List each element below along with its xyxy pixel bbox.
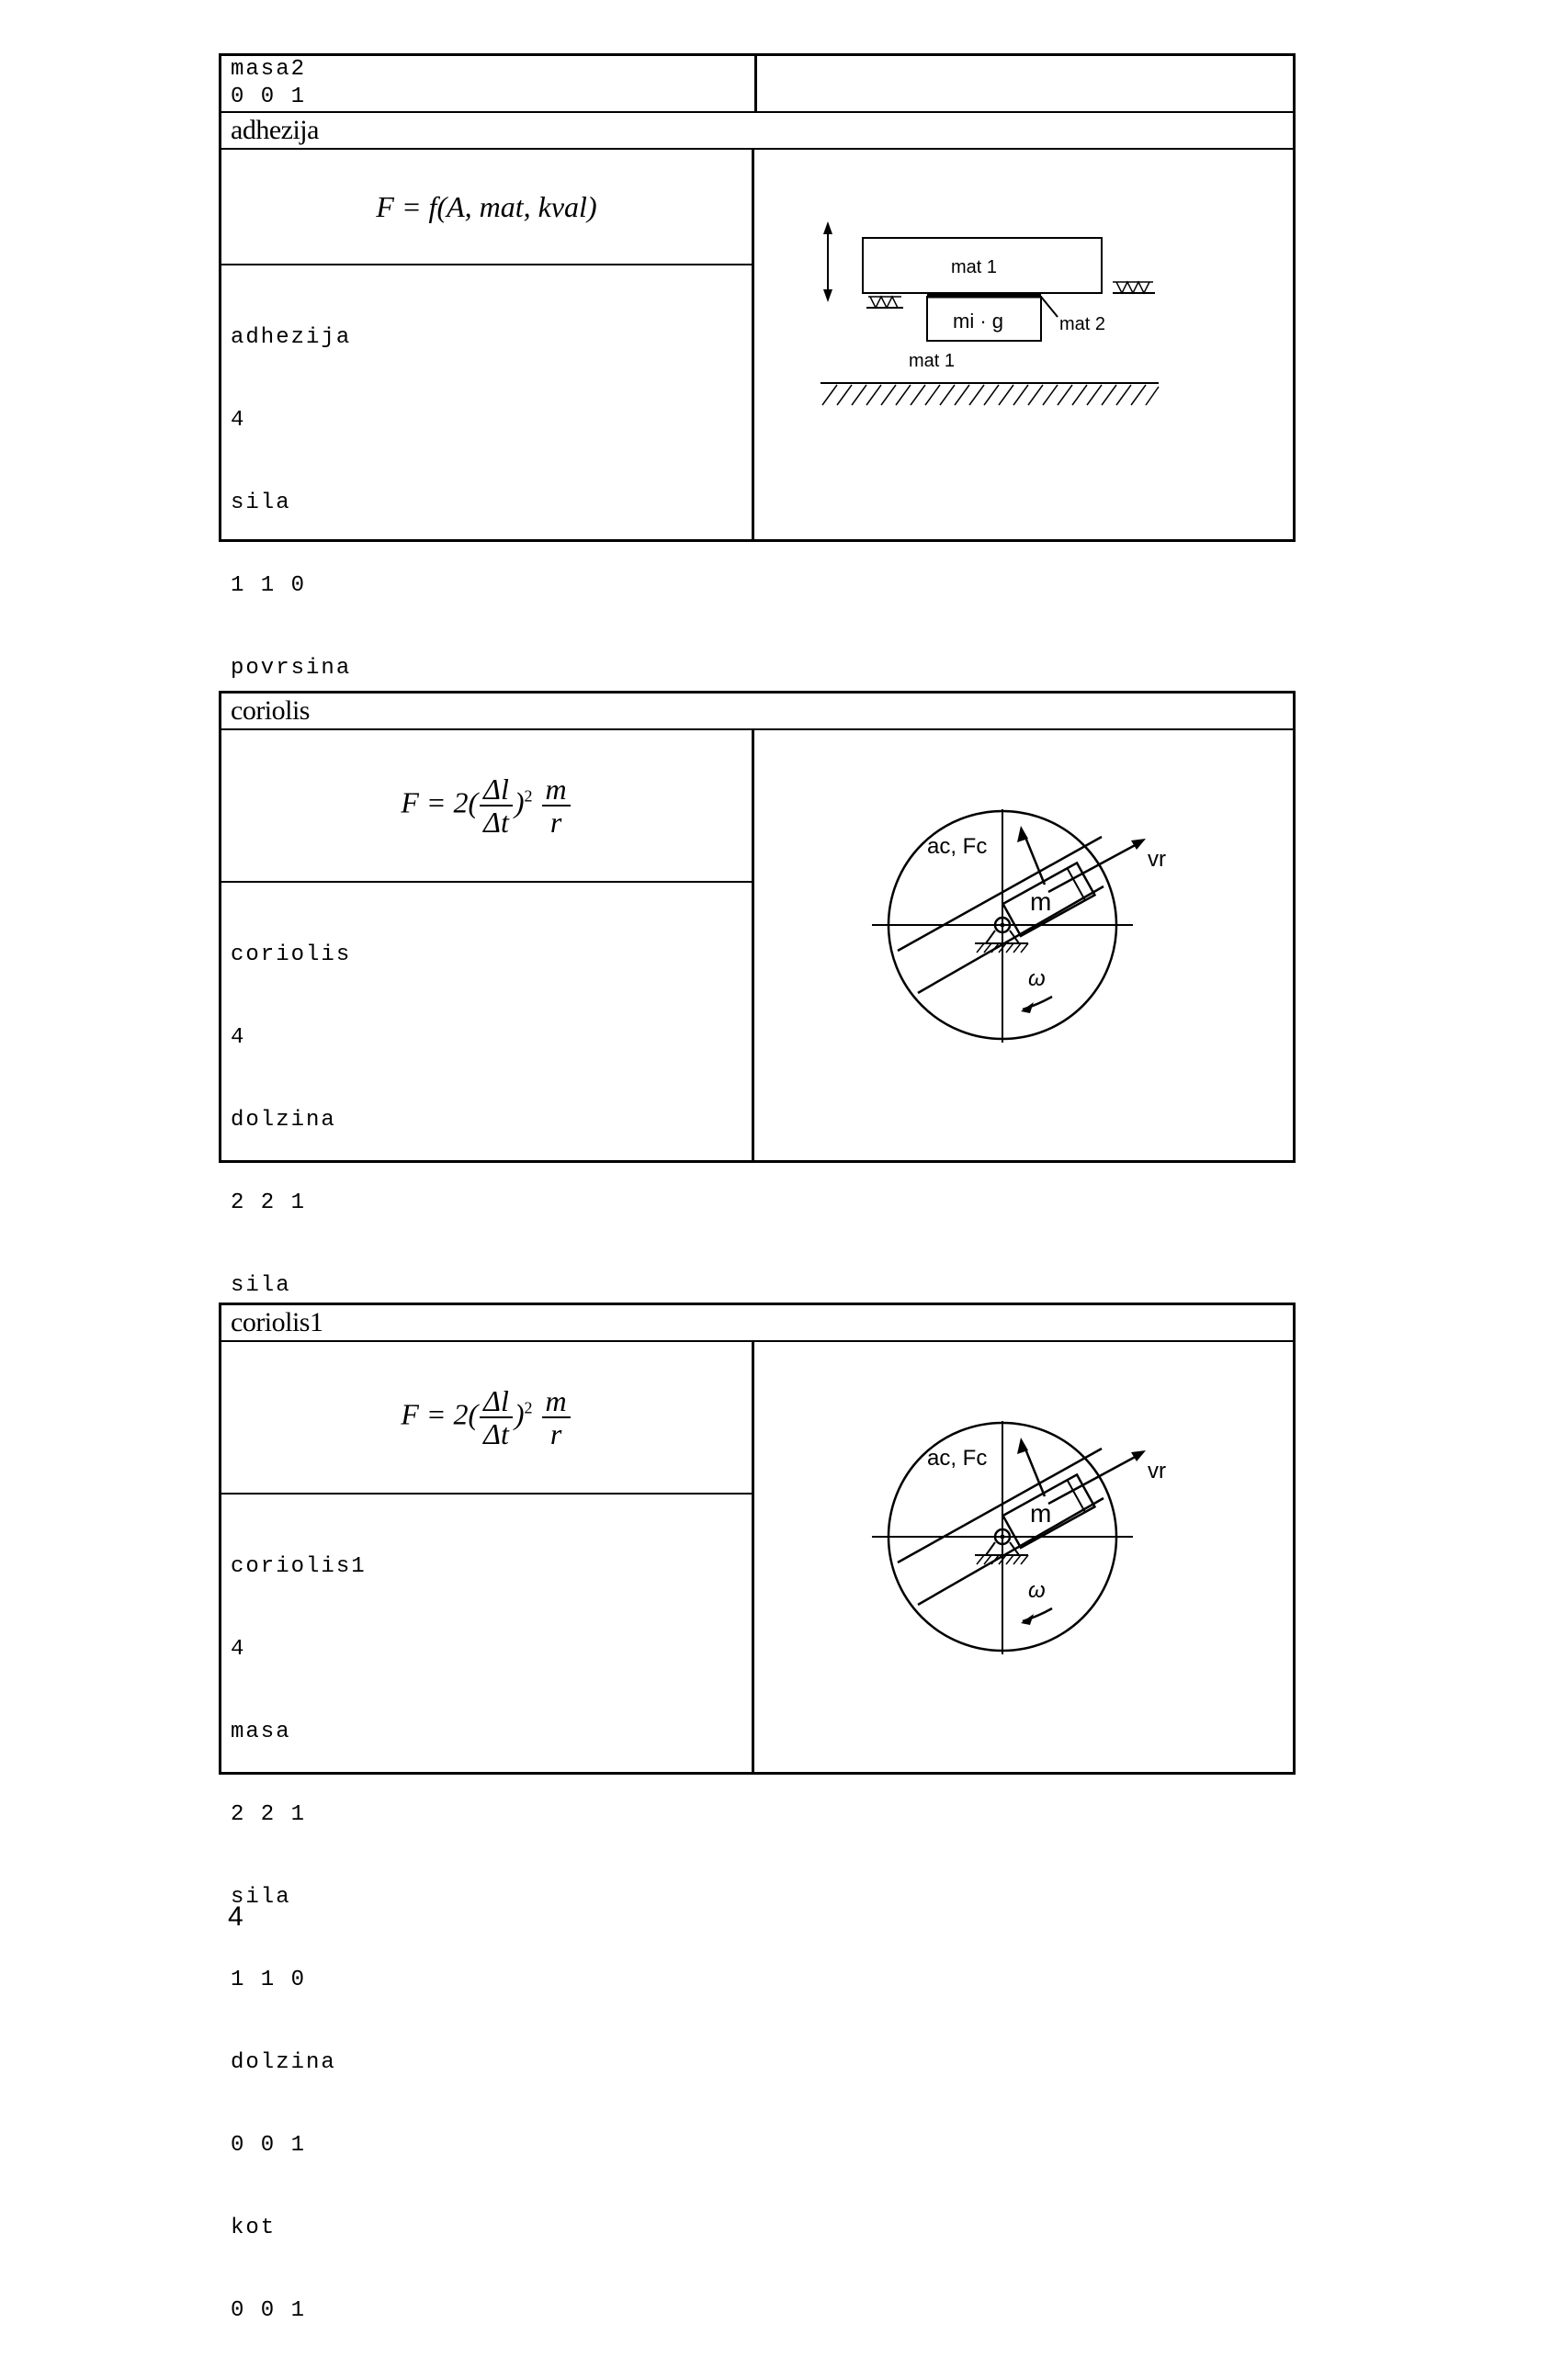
table-coriolis1: [219, 1303, 1296, 2323]
entry-title: [221, 113, 1293, 150]
list-item: 2 2 1: [231, 1190, 307, 1215]
prev-line: 0 0 1: [231, 85, 307, 109]
entry-title: [221, 694, 1293, 730]
list-item: 4: [231, 1637, 246, 1662]
formula-den: Δt: [483, 1417, 509, 1450]
list-item: kot: [231, 2216, 277, 2240]
entry-body: [221, 150, 1293, 681]
diagram-cell: [754, 1342, 1293, 1772]
formula-close: ): [514, 785, 525, 819]
formula-frac: [480, 773, 513, 838]
list-item: sila: [231, 1885, 291, 1910]
formula-frac: [480, 1385, 513, 1449]
omega-label: ω: [1028, 1578, 1046, 1603]
mass-label: m: [1030, 1499, 1052, 1528]
list-item: adhezija: [231, 325, 352, 350]
vr-label: vr: [1148, 847, 1166, 872]
ac-label: ac, Fc: [927, 834, 988, 859]
list-item: povrsina: [231, 656, 352, 681]
table-adhezija: [219, 53, 1296, 681]
formula-box: [221, 730, 752, 883]
prev-line: masa2: [231, 57, 307, 82]
entry-title-text: adhezija: [231, 115, 319, 145]
prev-entry-right: [757, 56, 1293, 111]
entry-body: [221, 730, 1293, 1298]
adhesion-diagram: [754, 150, 1293, 539]
omega-label: ω: [1028, 966, 1046, 991]
formula-num2: m: [542, 1385, 571, 1418]
table-coriolis: [219, 691, 1296, 1298]
mat2-label: mat 2: [1059, 314, 1106, 334]
formula-box: [221, 150, 752, 265]
coriolis-diagram: [754, 730, 1293, 1160]
prev-entry-row: [221, 56, 1293, 113]
formula-exp: 2: [524, 786, 533, 806]
coriolis1-diagram: [754, 1342, 1293, 1772]
entry-title: [221, 1305, 1293, 1342]
formula-lhs: F = 2(: [401, 1397, 479, 1431]
diagram-cell: [754, 730, 1293, 1160]
formula-list-cell: [221, 730, 754, 1298]
formula-lhs: F = 2(: [401, 785, 479, 819]
prev-entry-text: [221, 56, 754, 111]
formula-den: Δt: [483, 806, 509, 839]
mass-label: m: [1030, 887, 1052, 916]
mat1-top-label: mat 1: [951, 257, 998, 277]
vr-label: vr: [1148, 1459, 1166, 1483]
formula-num: Δl: [480, 773, 513, 806]
param-list: [221, 1495, 752, 2380]
list-item: dolzina: [231, 2050, 336, 2075]
list-item: sila: [231, 491, 291, 515]
formula-num: Δl: [480, 1385, 513, 1418]
formula-close: ): [514, 1397, 525, 1431]
formula-den2: r: [549, 1417, 562, 1450]
list-item: 4: [231, 1025, 246, 1050]
list-item: masa: [231, 1720, 291, 1744]
list-item: 0 0 1: [231, 2133, 307, 2158]
formula: [401, 1385, 572, 1449]
diagram-cell: [754, 150, 1293, 539]
entry-title-text: coriolis: [231, 695, 310, 726]
formula-num2: m: [542, 773, 571, 806]
formula: [401, 773, 572, 838]
list-item: 2 2 1: [231, 1802, 307, 1827]
formula: F = f(A, mat, kval): [376, 189, 597, 223]
block-label: mi · g: [953, 310, 1003, 333]
formula-frac2: [542, 1385, 571, 1449]
formula-frac2: [542, 773, 571, 838]
formula-exp: 2: [524, 1398, 533, 1417]
entry-body: [221, 1342, 1293, 2323]
list-item: dolzina: [231, 1108, 336, 1133]
list-item: coriolis: [231, 942, 352, 967]
formula-den2: r: [549, 806, 562, 839]
ac-label: ac, Fc: [927, 1446, 988, 1471]
list-item: 1 1 0: [231, 1968, 307, 1992]
entry-title-text: coriolis1: [231, 1307, 323, 1337]
formula-box: [221, 1342, 752, 1495]
formula-list-cell: [221, 1342, 754, 2323]
list-item: 4: [231, 408, 246, 433]
list-item: coriolis1: [231, 1554, 367, 1579]
ground-hatch: [822, 385, 1159, 405]
prev-entry-cell: [221, 56, 757, 111]
page-number: 4: [228, 1901, 243, 1932]
list-item: 0 0 1: [231, 2298, 307, 2323]
list-item: 1 1 0: [231, 573, 307, 598]
list-item: sila: [231, 1273, 291, 1298]
formula-list-cell: [221, 150, 754, 681]
mat1-bottom-label: mat 1: [909, 351, 956, 371]
